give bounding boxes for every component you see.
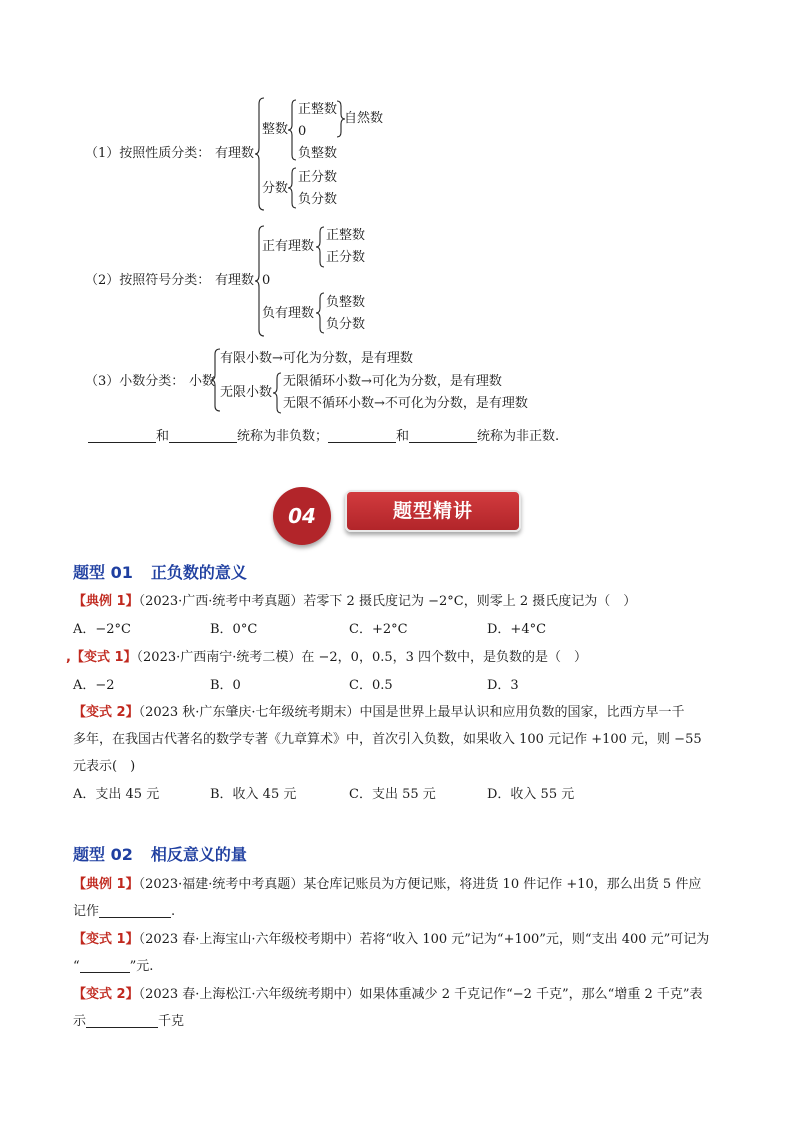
option-c[interactable]: C．+2°C — [349, 622, 408, 637]
option-b[interactable]: B．0°C — [210, 622, 258, 637]
text: 示 — [73, 1014, 87, 1029]
variant-1-stem — [66, 651, 587, 664]
and-1: 和 — [156, 429, 170, 444]
neg-frac-2: 负分数 — [326, 317, 366, 332]
option-c[interactable]: C．0.5 — [349, 678, 393, 693]
option-d[interactable]: D．3 — [487, 678, 519, 693]
brace-neg-rational — [318, 293, 325, 333]
example-1-stem-line-2 — [73, 905, 175, 918]
variant-1-stem-line-2 — [73, 960, 153, 973]
answer-blank[interactable] — [80, 960, 130, 973]
variant-text: （2023·广西南宁·统考二模）在 −2，0，0.5，3 四个数中，是负数的是（ ） — [136, 650, 588, 665]
option-a[interactable]: A．−2°C — [73, 622, 131, 637]
pos-rational: 正有理数 — [262, 239, 315, 254]
neg-int-2: 负整数 — [326, 295, 366, 310]
zero-2: 0 — [262, 273, 271, 288]
infinite-decimal: 无限小数 — [220, 385, 273, 400]
finite-decimal-result: 可化为分数，是有理数 — [282, 351, 413, 366]
text: ”元. — [129, 959, 154, 974]
classification-by-sign-label: （2）按照符号分类： — [85, 273, 211, 288]
option-d[interactable]: D．+4°C — [487, 622, 547, 637]
neg-int: 负整数 — [298, 146, 338, 161]
finite-decimal-row — [220, 352, 413, 365]
neg-frac: 负分数 — [298, 192, 338, 207]
heading-number: 题型 01 — [73, 563, 133, 582]
classification-decimal-label: （3）小数分类： — [85, 374, 185, 389]
nonrepeating-decimal: 无限不循环小数 — [283, 396, 375, 411]
pos-int-2: 正整数 — [326, 228, 366, 243]
rational-root-2: 有理数 — [215, 273, 255, 288]
example-1-stem — [73, 595, 636, 608]
option-a[interactable]: A．−2 — [73, 678, 115, 693]
non-negative-text: 统称为非负数； — [237, 429, 329, 444]
text: 千克 — [158, 1014, 185, 1029]
variant-tag: 【变式 2】 — [73, 705, 139, 720]
variant-2-stem-line-2 — [73, 1015, 184, 1028]
decimal-root: 小数 — [189, 374, 216, 389]
arrow-icon: → — [361, 374, 372, 389]
pos-frac-2: 正分数 — [326, 250, 366, 265]
classification-by-nature-label: （1）按照性质分类： — [85, 146, 211, 161]
example-text: （2023·广西·统考中考真题）若零下 2 摄氏度记为 −2°C，则零上 2 摄氏度记为（ ） — [138, 594, 637, 609]
option-a[interactable]: A．支出 45 元 — [73, 787, 160, 802]
heading-number: 题型 02 — [73, 845, 133, 864]
variant-text: （2023 春·上海宝山·六年级校考期中）若将“收入 100 元”记为“+100”元，则“支出 400 元”可记为 — [138, 932, 710, 947]
example-1-stem — [73, 878, 701, 891]
and-2: 和 — [396, 429, 410, 444]
natural-number: 自然数 — [344, 111, 384, 126]
text: “ — [73, 959, 80, 974]
repeating-row — [283, 375, 502, 388]
question-type-02-heading — [73, 842, 247, 865]
brace-pos-rational — [318, 227, 325, 267]
variant-2-stem — [73, 988, 703, 1001]
variant-text: （2023 秋·广东肇庆·七年级统考期末）中国是世界上最早认识和应用负数的国家，比西方早一千 — [138, 705, 685, 720]
variant-2-stem-line-2: 多年，在我国古代著名的数学专著《九章算术》中，首次引入负数，如果收入 100 元记作 +100 元，则 −55 — [73, 732, 702, 747]
arrow-icon: → — [272, 351, 283, 366]
answer-blank[interactable] — [86, 1015, 158, 1028]
variant-2-stem-line-3: 元表示( ) — [73, 759, 136, 774]
option-c[interactable]: C．支出 55 元 — [349, 787, 436, 802]
finite-decimal: 有限小数 — [220, 351, 273, 366]
nonrepeating-result: 不可化为分数，是有理数 — [384, 396, 528, 411]
variant-tag: 【变式 1】 — [70, 650, 137, 665]
zero: 0 — [298, 124, 307, 139]
neg-rational: 负有理数 — [262, 306, 315, 321]
repeating-decimal: 无限循环小数 — [283, 374, 362, 389]
heading-title: 正负数的意义 — [150, 563, 247, 582]
arrow-icon: → — [374, 396, 385, 411]
blank-4[interactable] — [409, 430, 477, 443]
example-tag: 【典例 1】 — [73, 877, 139, 892]
blank-1[interactable] — [88, 430, 156, 443]
non-positive-text: 统称为非正数. — [477, 429, 560, 444]
blank-3[interactable] — [328, 430, 396, 443]
option-b[interactable]: B．收入 45 元 — [210, 787, 297, 802]
brace-fraction — [290, 168, 297, 208]
heading-title: 相反意义的量 — [150, 845, 247, 864]
stray-comma: , — [66, 650, 71, 665]
section-number: 04 — [288, 504, 316, 528]
brace-infinite — [275, 373, 282, 413]
option-b[interactable]: B．0 — [210, 678, 241, 693]
question-type-01-heading — [73, 560, 247, 583]
text: . — [171, 904, 176, 919]
fill-blank-sentence — [88, 430, 559, 443]
repeating-result: 可化为分数，是有理数 — [371, 374, 502, 389]
example-text: （2023·福建·统考中考真题）某仓库记账员为方便记账，将进货 10 件记作 +10，那么出货 5 件应 — [138, 877, 702, 892]
fraction-label: 分数 — [262, 181, 289, 196]
variant-2-stem-line-1 — [73, 706, 685, 719]
variant-tag: 【变式 2】 — [73, 987, 139, 1002]
blank-2[interactable] — [169, 430, 237, 443]
integer-label: 整数 — [262, 122, 289, 137]
rational-root: 有理数 — [215, 146, 255, 161]
variant-text: （2023 春·上海松江·六年级统考期中）如果体重减少 2 千克记作“−2 千克”，那么“增重 2 千克”表 — [138, 987, 703, 1002]
brace-natural — [337, 101, 344, 137]
nonrepeating-row — [283, 397, 528, 410]
variant-tag: 【变式 1】 — [73, 932, 139, 947]
example-tag: 【典例 1】 — [73, 594, 139, 609]
answer-blank[interactable] — [99, 905, 171, 918]
option-d[interactable]: D．收入 55 元 — [487, 787, 575, 802]
pos-frac: 正分数 — [298, 170, 338, 185]
text: 记作 — [73, 904, 100, 919]
pos-int: 正整数 — [298, 102, 338, 117]
brace-integer — [290, 100, 297, 160]
variant-1-stem — [73, 933, 709, 946]
section-title: 题型精讲 — [392, 500, 473, 522]
